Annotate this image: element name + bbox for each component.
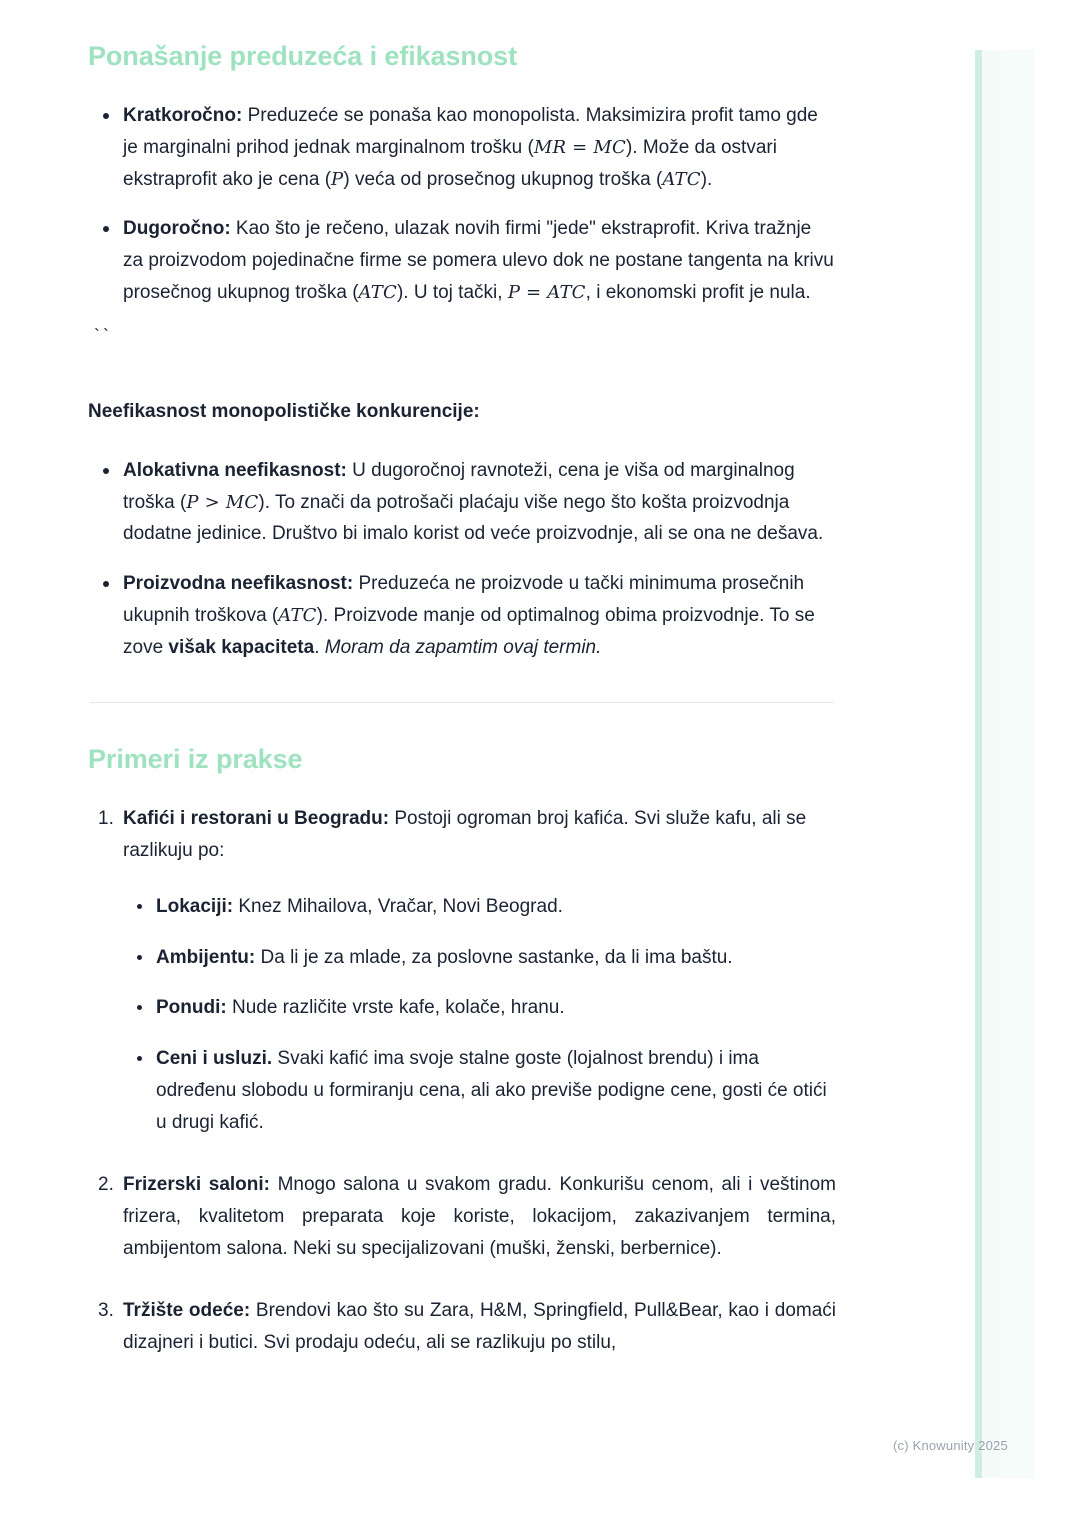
bullet-text-short-run-3: ) veća od prosečnog ukupnog troška (: [343, 168, 663, 190]
example-term-cafes: Kafići i restorani u Beogradu:: [123, 807, 390, 829]
sub-item-location: [123, 891, 836, 923]
math-p-greater-mc: P > MC: [186, 491, 259, 513]
section-heading-practical-examples: Primeri iz prakse: [88, 744, 303, 775]
bullet-text-long-run-1: Kao što je rečeno, ulazak novih firmi "jede" ekstraprofit. Kriva tražnje za proizvodom pojedinačne firme se pomera ulevo dok ne postane tangenta na krivu prosečnog ukupnog troška (: [123, 218, 834, 304]
cafes-differentiation-list: [123, 891, 836, 1139]
math-mr-equals-mc: MR = MC: [533, 136, 626, 158]
bullet-text-short-run-2: ). Može da ostvari ekstraprofit ako je cena (: [123, 136, 777, 190]
sub-term-location: Lokaciji:: [156, 895, 234, 917]
sub-term-offering: Ponudi:: [156, 997, 227, 1019]
bullet-term-long-run: Dugoročno:: [123, 218, 231, 240]
bullet-productive-inefficiency: [88, 568, 836, 664]
example-cafes-restaurants: [88, 803, 836, 1139]
bullet-short-run: [88, 100, 836, 196]
copyright-watermark: (c) Knowunity 2025: [893, 1438, 1008, 1453]
bullet-text-allocative-1: U dugoročnoj ravnoteži, cena je viša od marginalnog troška (: [123, 459, 795, 513]
sub-text-price-service: Svaki kafić ima svoje stalne goste (lojalnost brendu) i ima određenu slobodu u formiranju cena, ali ako previše podigne cene, gosti će otići u drugi kafić.: [156, 1048, 827, 1134]
bullet-text-short-run-1: Preduzeće se ponaša kao monopolista. Maksimizira profit tamo gde je marginalni prihod jednak marginalnom trošku (: [123, 104, 818, 158]
section-heading-behavior-efficiency: Ponašanje preduzeća i efikasnost: [88, 41, 517, 71]
sub-item-offering: [123, 992, 836, 1024]
subheading-inefficiency: Neefikasnost monopolističke konkurencije:: [88, 401, 480, 423]
bullet-note-remember-term: Moram da zapamtim ovaj termin.: [324, 637, 602, 659]
math-atc-productive: ATC: [278, 605, 317, 627]
stray-code-fence-marks: ``: [94, 326, 112, 347]
bullet-allocative-inefficiency: [88, 455, 836, 551]
sub-text-ambience: Da li je za mlade, za poslovne sastanke, da li ima baštu.: [255, 946, 733, 968]
math-atc-long-run: ATC: [358, 282, 397, 304]
sub-term-price-service: Ceni i usluzi.: [156, 1048, 273, 1070]
bullet-term-short-run: Kratkoročno:: [123, 104, 243, 126]
example-term-hair-salons: Frizerski saloni:: [123, 1174, 270, 1196]
bullet-highlight-excess-capacity: višak kapaciteta: [168, 637, 315, 659]
examples-ordered-list: [88, 803, 836, 1359]
example-hair-salons: [88, 1169, 836, 1265]
bullet-text-allocative-2: ). To znači da potrošači plaćaju više nego što košta proizvodnja dodatne jedinice. Društvo bi imalo korist od veće proizvodnje, ali se ona ne dešava.: [123, 491, 824, 545]
math-atc-short-run: ATC: [662, 168, 701, 190]
sub-item-price-service: [123, 1043, 836, 1139]
sub-term-ambience: Ambijentu:: [156, 946, 256, 968]
math-p-equals-atc: P = ATC: [507, 282, 586, 304]
bullet-text-productive-2: ). Proizvode manje od optimalnog obima proizvodnje. To se zove: [123, 605, 815, 659]
example-text-cafes: Postoji ogroman broj kafića. Svi služe kafu, ali se razlikuju po:: [123, 807, 807, 861]
bullet-text-short-run-4: ).: [700, 168, 713, 190]
bullet-text-productive-1: Preduzeća ne proizvode u tački minimuma prosečnih ukupnih troškova (: [123, 573, 805, 627]
bullet-term-allocative: Alokativna neefikasnost:: [123, 459, 347, 481]
decorative-mint-side-band: [975, 50, 1035, 1478]
section-divider: [90, 702, 834, 703]
inefficiency-bullet-list: [88, 455, 836, 664]
sub-item-ambience: [123, 942, 836, 974]
bullet-text-productive-3: .: [314, 637, 325, 659]
example-text-clothing-market: Brendovi kao što su Zara, H&M, Springfield, Pull&Bear, kao i domaći dizajneri i butici. Svi prodaju odeću, ali se razlikuju po stilu,: [123, 1299, 836, 1353]
bullet-long-run: [88, 213, 836, 309]
document-content: [88, 40, 836, 1389]
bullet-text-long-run-3: , i ekonomski profit je nula.: [585, 282, 811, 304]
sub-text-offering: Nude različite vrste kafe, kolače, hranu.: [226, 997, 565, 1019]
example-text-hair-salons: Mnogo salona u svakom gradu. Konkurišu cenom, ali i veštinom frizera, kvalitetom preparata koje koriste, lokacijom, zakazivanjem termina, ambijentom salona. Neki su specijalizovani (muški, ženski, berbernice).: [123, 1174, 836, 1259]
bullet-text-long-run-2: ). U toj tački,: [396, 282, 508, 304]
example-term-clothing-market: Tržište odeće:: [123, 1299, 251, 1321]
math-p: P: [331, 168, 344, 190]
bullet-term-productive: Proizvodna neefikasnost:: [123, 573, 354, 595]
sub-text-location: Knez Mihailova, Vračar, Novi Beograd.: [233, 895, 563, 917]
behavior-bullet-list: [88, 100, 836, 309]
example-clothing-market: [88, 1295, 836, 1359]
